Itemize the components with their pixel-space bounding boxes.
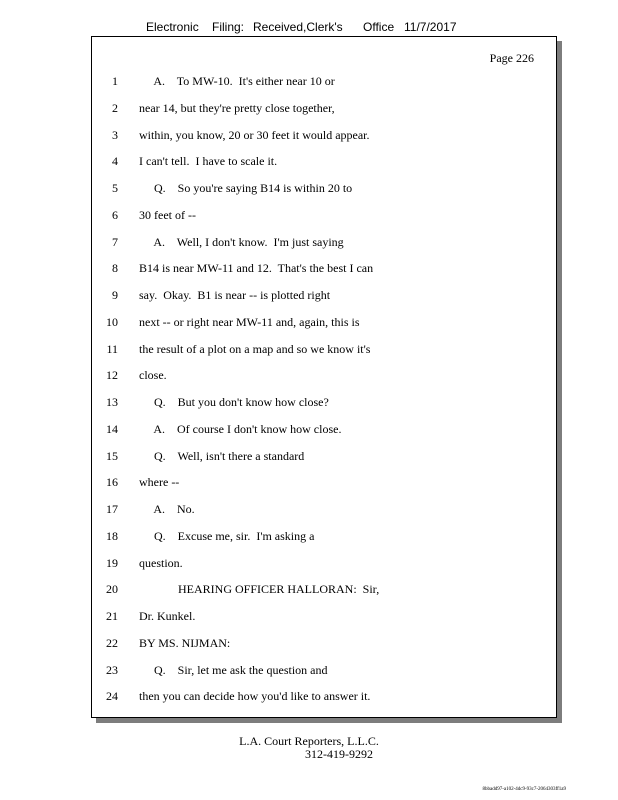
transcript-line	[92, 502, 558, 518]
transcript-line	[92, 261, 558, 277]
line-number: 3	[112, 127, 118, 142]
line-text: next -- or right near MW-11 and, again, this is	[139, 314, 360, 329]
line-text: Q. So you're saying B14 is within 20 to	[139, 181, 353, 195]
transcript-line	[92, 395, 558, 411]
footer	[0, 735, 618, 761]
filing-stamp-word: Electronic	[146, 20, 199, 34]
transcript-line	[92, 636, 558, 652]
line-number: 1	[112, 74, 118, 88]
line-number: 18	[106, 528, 118, 543]
line-number: 13	[106, 395, 118, 409]
line-text: the result of a plot on a map and so we know it's	[139, 341, 371, 356]
transcript-line	[92, 368, 558, 384]
line-number: 20	[106, 582, 118, 597]
line-text: B14 is near MW-11 and 12. That's the best I can	[139, 261, 374, 276]
filing-stamp-word: Received,Clerk's	[253, 20, 343, 34]
line-number: 8	[112, 261, 118, 276]
line-text: Dr. Kunkel.	[139, 609, 196, 623]
transcript-line	[92, 449, 558, 465]
line-text: Q. Sir, let me ask the question and	[139, 662, 328, 677]
line-number: 16	[106, 475, 118, 490]
line-text: A. To MW-10. It's either near 10 or	[139, 74, 335, 88]
line-text: Q. Excuse me, sir. I'm asking a	[139, 528, 315, 543]
transcript-page	[91, 36, 557, 718]
line-text: A. Of course I don't know how close.	[139, 421, 342, 436]
line-text: HEARING OFFICER HALLORAN: Sir,	[139, 582, 380, 597]
line-number: 12	[106, 368, 118, 383]
line-number: 11	[106, 341, 118, 356]
transcript-line	[92, 663, 558, 679]
line-number: 5	[112, 181, 118, 195]
line-text: then you can decide how you'd like to answer it.	[139, 689, 371, 704]
line-text: close.	[139, 368, 167, 383]
line-text: BY MS. NIJMAN:	[139, 635, 231, 650]
transcript-line	[92, 154, 558, 170]
transcript-line	[92, 208, 558, 224]
transcript-line	[92, 556, 558, 572]
transcript-line	[92, 475, 558, 491]
reporter-phone: 312-419-9292	[305, 747, 373, 761]
line-text: Q. But you don't know how close?	[139, 395, 329, 409]
transcript-line	[92, 288, 558, 304]
transcript-line	[92, 609, 558, 625]
document-hash: 8bbadd97-a102-4dc9-93c7-2064303ff1a9	[482, 787, 566, 792]
filing-stamp-word: Office	[363, 20, 395, 34]
transcript-line	[92, 689, 558, 705]
line-text: A. Well, I don't know. I'm just saying	[139, 234, 344, 249]
transcript-line	[92, 74, 558, 90]
transcript-line	[92, 422, 558, 438]
page-number: Page 226	[489, 51, 534, 65]
transcript-line	[92, 181, 558, 197]
line-text: question.	[139, 555, 183, 570]
line-text: 30 feet of --	[139, 207, 196, 222]
line-text: within, you know, 20 or 30 feet it would appear.	[139, 127, 370, 142]
line-number: 9	[112, 288, 118, 302]
line-number: 4	[112, 154, 118, 169]
line-number: 21	[106, 609, 118, 623]
line-number: 10	[106, 314, 118, 329]
transcript-line	[92, 315, 558, 331]
transcript-line	[92, 101, 558, 117]
line-number: 19	[106, 555, 118, 570]
line-number: 2	[112, 100, 118, 115]
line-text: say. Okay. B1 is near -- is plotted right	[139, 288, 331, 302]
transcript-line	[92, 128, 558, 144]
reporter-company: L.A. Court Reporters, L.L.C.	[239, 734, 379, 748]
line-number: 23	[106, 662, 118, 677]
line-text: I can't tell. I have to scale it.	[139, 154, 278, 169]
filing-stamp-date: 11/7/2017	[404, 20, 457, 34]
line-number: 14	[106, 421, 118, 436]
line-number: 7	[112, 234, 118, 249]
line-text: A. No.	[139, 502, 195, 516]
line-text: where --	[139, 475, 180, 490]
transcript-line	[92, 342, 558, 358]
transcript-line	[92, 582, 558, 598]
transcript-line	[92, 529, 558, 545]
line-text: Q. Well, isn't there a standard	[139, 448, 305, 463]
filing-stamp-word: Filing:	[212, 20, 245, 34]
line-number: 15	[106, 448, 118, 463]
line-number: 22	[106, 635, 118, 650]
line-number: 17	[106, 502, 118, 516]
line-number: 24	[106, 689, 118, 704]
transcript-line	[92, 235, 558, 251]
line-number: 6	[112, 207, 118, 222]
line-text: near 14, but they're pretty close together,	[139, 100, 335, 115]
